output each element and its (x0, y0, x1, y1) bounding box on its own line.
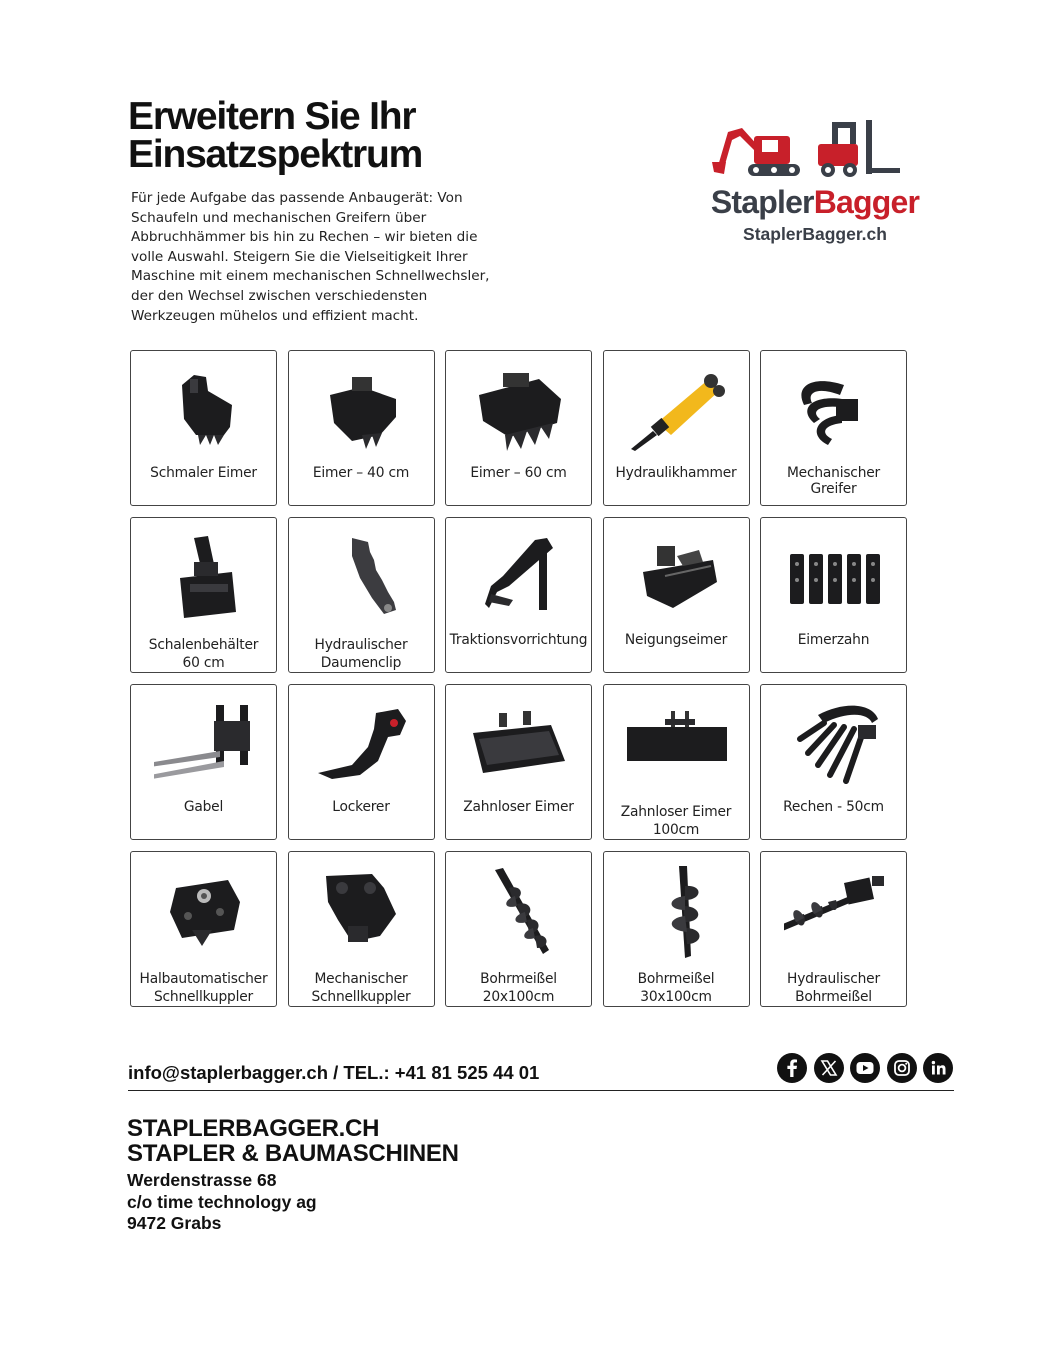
product-card[interactable] (288, 684, 435, 840)
product-grid (130, 350, 910, 1007)
instagram-icon[interactable] (887, 1053, 917, 1083)
product-label: Zahnloser Eimer (620, 804, 732, 820)
product-sublabel: 20x100cm (482, 989, 555, 1005)
product-card[interactable] (130, 851, 277, 1007)
facebook-icon[interactable] (777, 1053, 807, 1083)
product-label: Bohrmeißel (637, 971, 715, 987)
product-card[interactable] (603, 684, 750, 840)
product-card[interactable] (760, 350, 907, 506)
x-icon[interactable] (814, 1053, 844, 1083)
product-sublabel: Schnellkuppler (311, 989, 411, 1005)
product-label: Neigungseimer (624, 632, 728, 648)
product-label: Eimerzahn (797, 632, 870, 648)
product-label: Rechen - 50cm (783, 799, 884, 815)
product-sublabel: 100cm (652, 822, 700, 838)
hydraulic-hammer-icon (627, 365, 727, 457)
bucket-teeth-icon (784, 532, 884, 624)
product-label: Schmaler Eimer (150, 465, 257, 481)
product-sublabel: Daumenclip (320, 655, 402, 671)
address-co: c/o time technology ag (127, 1191, 317, 1212)
bucket-40-icon (312, 365, 412, 457)
title-line-1: Erweitern Sie Ihr (128, 95, 416, 138)
intro-text: Für jede Aufgabe das passende Anbaugerät: Von Schaufeln und mechanischen Greifern über Abbruchhämmer bis hin zu Rechen – wir bieten die volle Auswahl. Steigern Sie die Vielseitigkeit Ihrer Maschine mit einem mechanischen Schnellwechsler, der den Wechsel zwischen verschiedensten Werkzeugen mühelos und effizient macht. (131, 190, 490, 324)
product-label: Lockerer (332, 799, 390, 815)
semi-auto-coupler-icon (154, 866, 254, 958)
product-label: Zahnloser Eimer (463, 799, 574, 815)
hydraulic-auger-icon (784, 866, 884, 958)
product-card[interactable] (288, 350, 435, 506)
rake-icon (784, 699, 884, 791)
thumb-clip-icon (312, 532, 412, 624)
product-label: Bohrmeißel (480, 971, 557, 987)
product-label: Gabel (183, 799, 224, 815)
product-card[interactable] (603, 517, 750, 673)
product-label: Hydraulischer (787, 971, 880, 987)
contact-line[interactable]: info@staplerbagger.ch / TEL.: +41 81 525 44 01 (128, 1062, 540, 1083)
bucket-60-icon (469, 365, 569, 457)
product-label: Hydraulischer (314, 637, 408, 653)
linkedin-icon[interactable] (923, 1053, 953, 1083)
logo-url: StaplerBagger.ch (743, 224, 887, 244)
product-sublabel: 60 cm (182, 655, 225, 671)
narrow-bucket-icon (154, 365, 254, 457)
ripper-icon (312, 699, 412, 791)
company-line-2: STAPLER & BAUMASCHINEN (127, 1140, 459, 1167)
company-address (127, 1170, 317, 1235)
logo-word-stapler: Stapler (710, 184, 814, 220)
product-label: Eimer – 40 cm (312, 465, 410, 481)
product-card[interactable] (130, 517, 277, 673)
product-sublabel: Schnellkuppler (153, 989, 253, 1005)
mechanical-coupler-icon (312, 866, 412, 958)
product-card[interactable] (445, 684, 592, 840)
youtube-icon[interactable] (850, 1053, 880, 1083)
product-card[interactable] (445, 851, 592, 1007)
mechanical-grab-icon (784, 365, 884, 457)
address-street: Werdenstrasse 68 (127, 1170, 277, 1190)
product-sublabel: 30x100cm (640, 989, 712, 1005)
product-card[interactable] (445, 517, 592, 673)
toothless-bucket-100-icon (627, 699, 727, 791)
product-label: Hydraulikhammer (615, 465, 737, 481)
tilt-bucket-icon (627, 532, 727, 624)
product-card[interactable] (760, 684, 907, 840)
brand-logo (700, 118, 930, 248)
product-label: Mechanischer Greifer (786, 465, 881, 497)
traction-device-icon (469, 532, 569, 624)
title-line-2: Einsatzspektrum (128, 133, 423, 176)
footer-divider (128, 1090, 954, 1091)
auger-30-icon (627, 866, 727, 958)
product-card[interactable] (760, 517, 907, 673)
address-city: 9472 Grabs (127, 1213, 222, 1233)
product-card[interactable] (130, 684, 277, 840)
product-label: Halbautomatischer (139, 971, 268, 987)
company-line-1: STAPLERBAGGER.CH (127, 1115, 380, 1142)
company-name (127, 1116, 459, 1166)
product-card[interactable] (603, 851, 750, 1007)
product-label: Schalenbehälter (148, 637, 259, 653)
product-card[interactable] (130, 350, 277, 506)
social-links (777, 1053, 953, 1083)
product-label: Mechanischer (314, 971, 408, 987)
product-card[interactable] (760, 851, 907, 1007)
excavator-forklift-logo-icon (700, 118, 930, 188)
toothless-bucket-icon (469, 699, 569, 791)
auger-20-icon (469, 866, 569, 958)
logo-word-bagger: Bagger (813, 184, 920, 220)
product-label: Eimer – 60 cm (470, 465, 567, 481)
logo-wordmark (700, 184, 930, 221)
product-card[interactable] (288, 517, 435, 673)
fork-icon (154, 699, 254, 791)
product-card[interactable] (445, 350, 592, 506)
clamshell-bucket-icon (154, 532, 254, 624)
product-sublabel: Bohrmeißel (795, 989, 872, 1005)
product-label: Traktionsvorrichtung (449, 632, 588, 648)
product-card[interactable] (603, 350, 750, 506)
product-card[interactable] (288, 851, 435, 1007)
page-title (128, 95, 423, 176)
